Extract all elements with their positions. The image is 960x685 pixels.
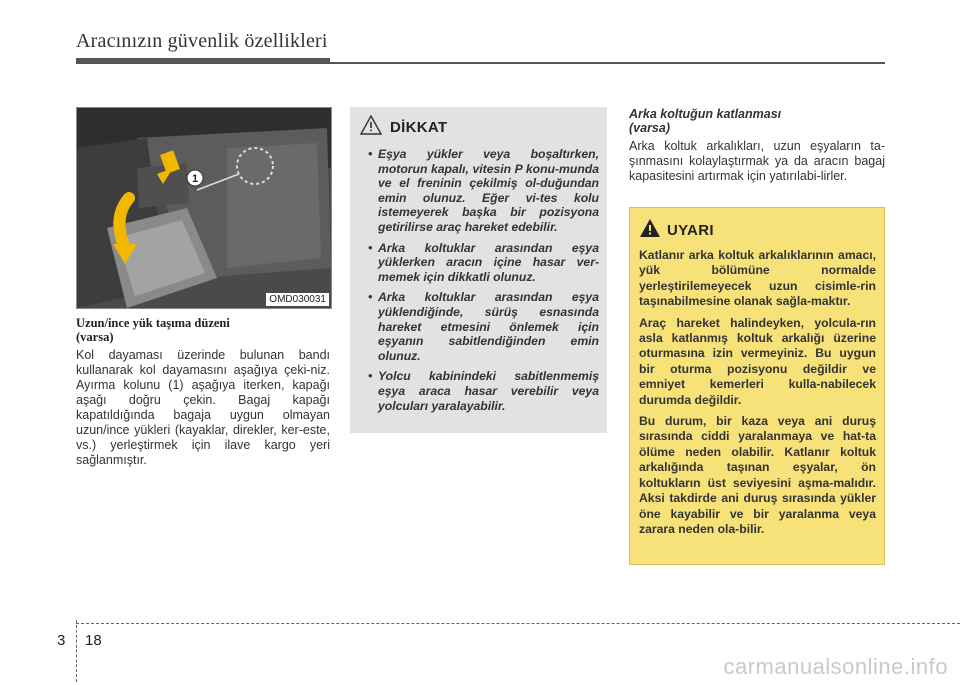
rear-seat-folding-section	[629, 107, 885, 184]
footer-divider-vertical	[76, 620, 78, 682]
section-body: Kol dayaması üzerinde bulunan bandı kullanarak kol dayamasını aşağıya çeki-niz. Ayırma kolunu (1) aşağıya iterken, kapağı aşağı doğru çekin. Bagaj kapağı kapatıldığında bagaja uygun olmayan uzun/ince yükleri (kayaklar, direkler, ker-este, vs.) yerleştirmek için ilave kargo yeri sağlanmıştır.	[76, 348, 330, 467]
long-load-section	[76, 316, 330, 468]
footer-divider	[76, 623, 960, 624]
page-number: 18	[85, 632, 102, 649]
warning-paragraph: Bu durum, bir kaza veya ani duruş sırasında ciddi yaralanmaya ve hat-ta ölüme neden olabilir. Katlanır koltuk arkalığında taşınan eşyalar, ön koltukların üst seviyesini aşma-malıdır. Aksi takdirde ani duruş sırasında yükler öne kayabilir ve bir yaralanma veya zarara neden ola-bilir.	[639, 414, 876, 536]
section-title-optional: (varsa)	[76, 330, 114, 344]
caution-box	[350, 107, 607, 433]
warning-title: UYARI	[667, 221, 714, 239]
figure-code: OMD030031	[266, 293, 329, 306]
page-header-title: Aracınızın güvenlik özellikleri	[76, 30, 328, 52]
caution-list	[360, 147, 599, 413]
caution-item: • Eşya yükler veya boşaltırken, motorun kapalı, vitesin P konu-munda ve el freninin çekilmiş ol-duğundan emin olunuz. Eğer vi-tes kolu istemeyerek başka bir pozisyona getirilirse araç hareket edebilir.	[368, 147, 599, 234]
caution-item: • Arka koltuklar arasından eşya yüklerken aracın içine hasar ver-memek için dikkatli olunuz.	[368, 240, 599, 284]
chapter-number: 3	[57, 632, 66, 649]
seat-armrest-photo	[76, 107, 332, 309]
caution-header	[360, 115, 599, 139]
caution-title: DİKKAT	[390, 118, 448, 136]
warning-paragraph: Katlanır arka koltuk arkalıklarının amacı, yük bölümüne normalde yerleştirilemeyecek uzun cisimle-rin taşınabilmesine olanak sağla-maktır.	[639, 248, 876, 309]
caution-item: • Arka koltuklar arasından eşya yüklendiğinde, sürüş esnasında hareket etmesini önlemek için eşyanın sabitlendiğinden emin olunuz.	[368, 290, 599, 363]
watermark-text: carmanualsonline.info	[723, 654, 948, 679]
warning-box	[629, 207, 885, 565]
section-title-optional: (varsa)	[629, 121, 670, 135]
warning-triangle-icon	[639, 218, 661, 243]
header-divider-thick	[76, 58, 330, 64]
section-title: Arka koltuğun katlanması	[629, 107, 782, 121]
section-body: Arka koltuk arkalıkları, uzun eşyaların ta-şınmasını kolaylaştırmak ya da aracın bagaj kapasitesini artırmak için yatırılabi-lirler.	[629, 139, 885, 183]
caution-triangle-icon	[360, 115, 382, 140]
callout-number-1: 1	[191, 173, 199, 185]
warning-paragraph: Araç hareket halindeyken, yolcula-rın asla katlanmış koltuk arkalığı üzerine oturmasına izin vermeyiniz. Bu uygun bir oturma pozisyonu değildir ve emniyet kemerleri kulla-nabilecek durumda değildir.	[639, 315, 876, 407]
warning-header	[639, 218, 876, 242]
section-title: Uzun/ince yük taşıma düzeni	[76, 316, 230, 330]
caution-item: • Yolcu kabinindeki sabitlenmemiş eşya araca hasar verebilir veya yolcuları yaralayabilir.	[368, 369, 599, 413]
armrest-illustration	[77, 108, 331, 308]
header-divider-thin	[330, 62, 885, 64]
